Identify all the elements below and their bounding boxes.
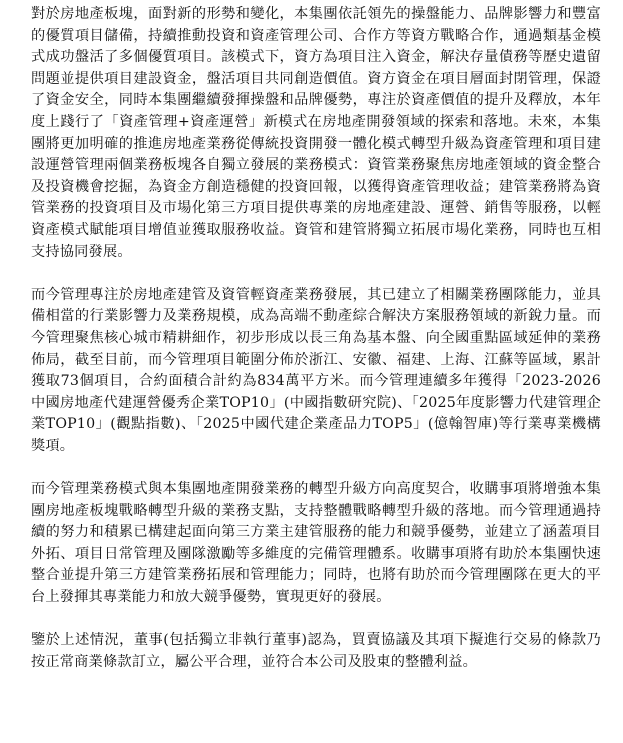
paragraph-directors-opinion: 鑒於上述情況，董事(包括獨立非執行董事)認為，買賣協議及其項下擬進行交易的條款乃按正常商業條款訂立，屬公平合理，並符合本公司及股東的整體利益。 — [31, 632, 601, 670]
paragraph-real-estate-strategy: 對於房地產板塊，面對新的形勢和變化，本集團依託領先的操盤能力、品牌影響力和豐富的優質項目儲備，持續推動投資和資產管理公司、合作方等資方戰略合作，通過類基金模式成功盤活了多個優質項目。該模式下，資方為項目注入資金，解決存量債務等歷史遺留問題並提供項目建設資金，盤活項目共同創造價值。資方資金在項目層面封閉管理，保證了資金安全，同時本集團繼續發揮操盤和品牌優勢，專注於資產價值的提升及釋放，本年度上踐行了「資產管理+資產運營」新模式在房地產開發領域的探索和落地。未來，本集團將更加明確的推進房地產業務從傳統投資開發一體化模式轉型升級為資產管理和項目建設運營管理兩個業務板塊各自獨立發展的業務模式：資管業務聚焦房地產領域的資金整合及投資機會挖掘，為資金方創造穩健的投資回報，以獲得資產管理收益；建管業務將為資管業務的投資項目及市場化第三方項目提供專業的房地產建設、運營、銷售等服務，以輕資產模式賦能項目增值並獲取服務收益。資管和建管將獨立拓展市場化業務，同時也互相支持協同發展。 — [31, 6, 601, 260]
paragraph-erjin-management-overview: 而今管理專注於房地產建管及資管輕資產業務發展，其已建立了相關業務團隊能力，並具備相當的行業影響力及業務規模，成為高端不動產綜合解決方案服務領域的新銳力量。而今管理聚焦核心城市精耕細作，初步形成以長三角為基本盤、向全國重點區域延伸的業務佈局，截至目前，而今管理項目範圍分佈於浙江、安徽、福建、上海、江蘇等區域，累計獲取73個項目，合約面積合計約為834萬平方米。而今管理連續多年獲得「2023-2026中國房地產代建運營優秀企業TOP10」(中國指數研究院)、「2025年度影響力代建管理企業TOP10」(觀點指數)、「2025中國代建企業產品力TOP5」(億翰智庫)等行業專業機構獎項。 — [31, 286, 601, 454]
paragraph-acquisition-rationale: 而今管理業務模式與本集團地產開發業務的轉型升級方向高度契合，收購事項將增強本集團房地產板塊戰略轉型升級的業務支點，支持整體戰略轉型升級的落地。而今管理通過持續的努力和積累已構建起面向第三方業主建管服務的能力和競爭優勢，並建立了涵蓋項目外拓、項目日常管理及團隊激勵等多維度的完備管理體系。收購事項將有助於本集團快速整合並提升第三方建管業務拓展和管理能力；同時，也將有助於而今管理團隊在更大的平台上發揮其專業能力和放大競爭優勢，實現更好的發展。 — [31, 481, 601, 606]
